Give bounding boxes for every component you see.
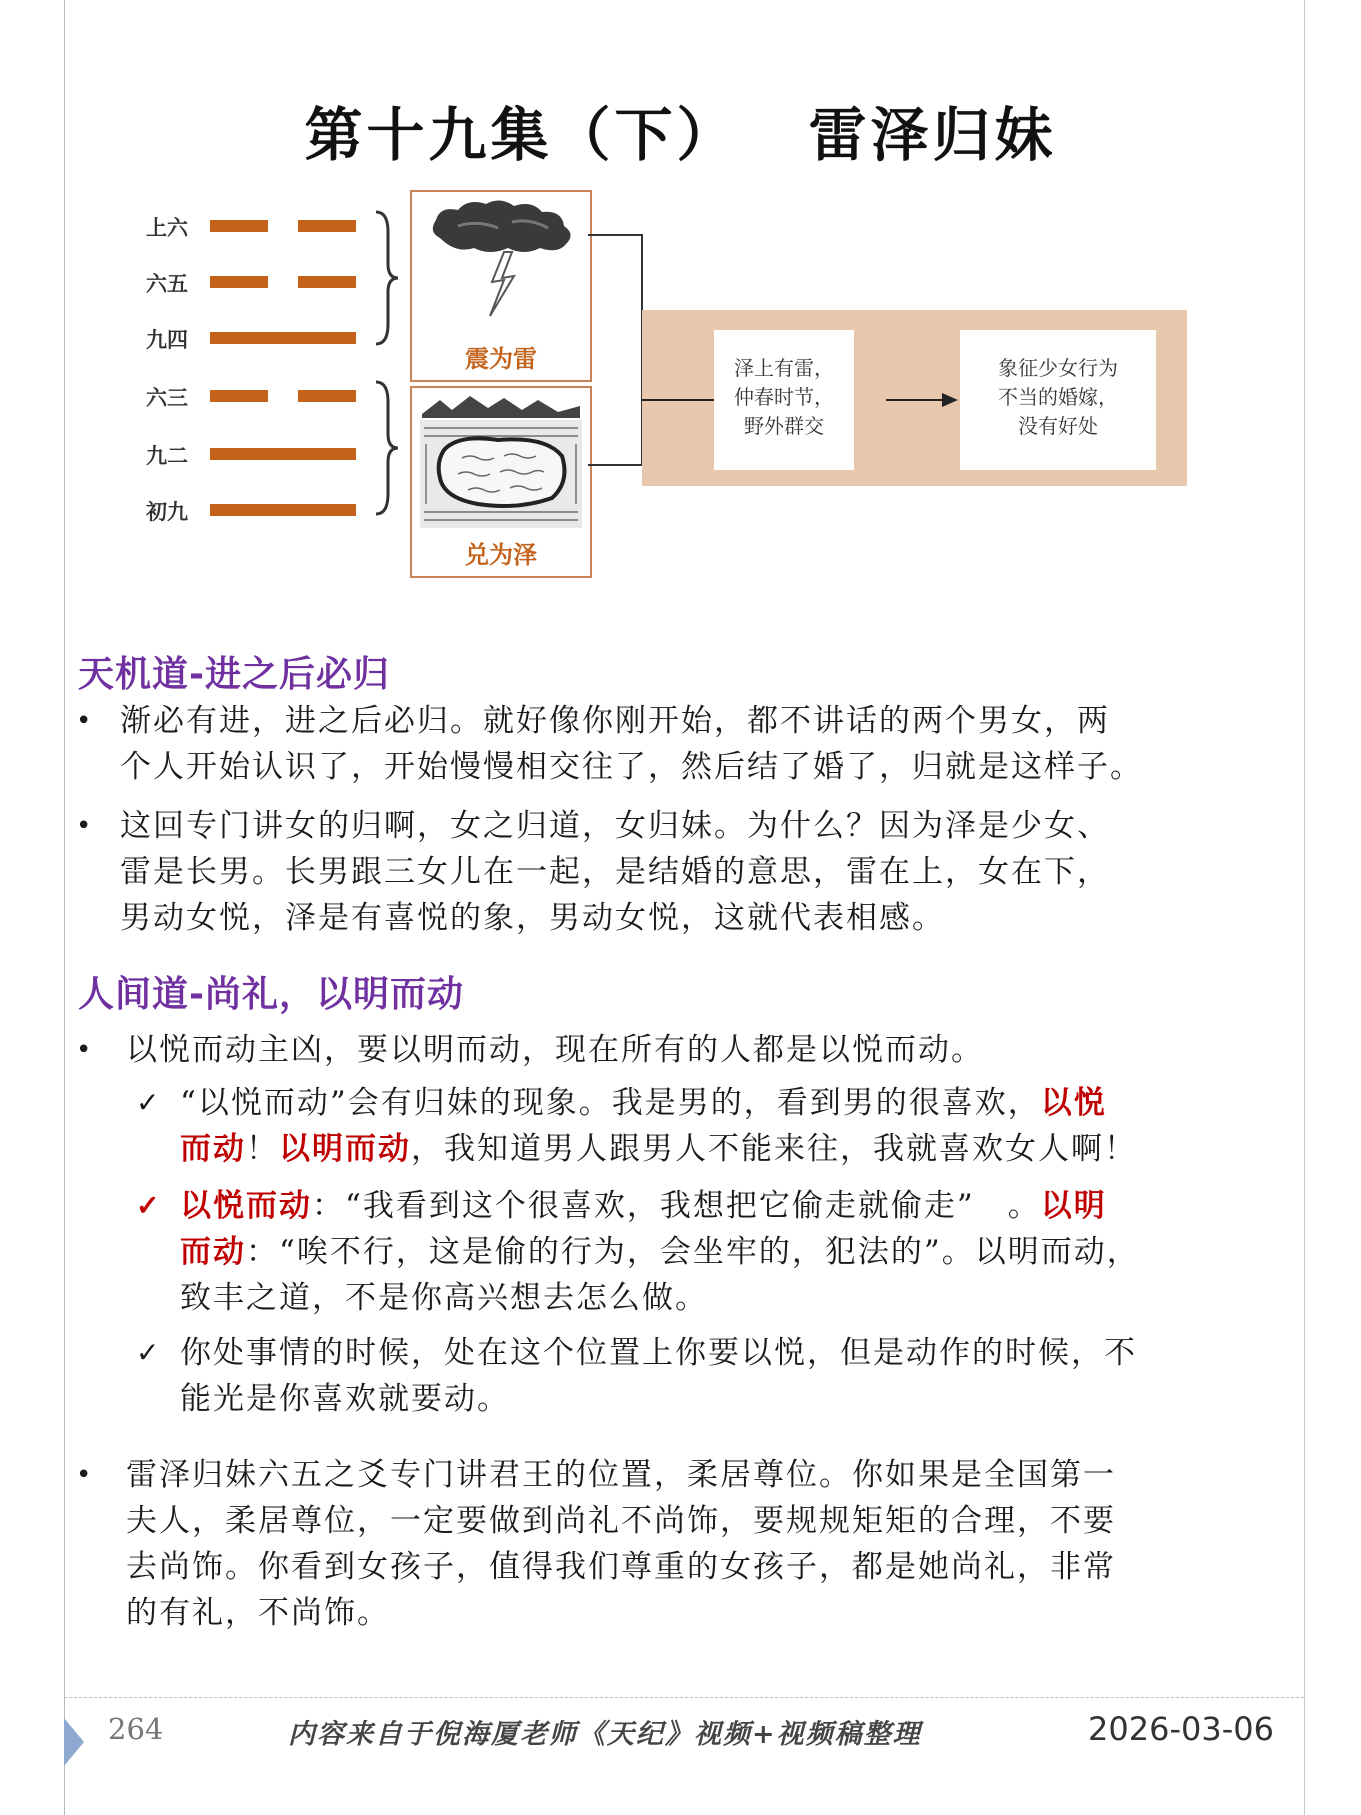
- yao-label-2: 六五: [146, 272, 188, 296]
- yao-line-top-right: [298, 220, 356, 232]
- meaning-box-1: [714, 330, 854, 470]
- box2-line-2: 不当的婚嫁，: [998, 385, 1118, 409]
- page-number: 264: [108, 1712, 164, 1746]
- bullet-dot: •: [76, 706, 92, 736]
- c2-text-a: ：“我看到这个很喜欢，我想把它偷走就偷走” 。: [312, 1188, 1041, 1224]
- bullet-dot: •: [76, 1460, 92, 1490]
- s1-bullet-1: [120, 698, 1143, 790]
- yao-line-4: [210, 332, 356, 344]
- page-frame-left: [64, 0, 65, 1815]
- s2-check-3: [180, 1330, 1137, 1422]
- arrow-to-box2-icon: [886, 390, 966, 410]
- footer-arrow-icon: [64, 1718, 84, 1766]
- yao-line-5-left: [210, 276, 268, 288]
- upper-trigram-box: [410, 190, 592, 382]
- lower-trigram-label: 兑为泽: [465, 541, 537, 569]
- yao-line-3-right: [298, 390, 356, 402]
- bullet-dot: •: [76, 811, 92, 841]
- page-frame-right: [1304, 0, 1305, 1815]
- title-part1: 第十九集（下）: [304, 101, 739, 169]
- yao-label-1: 上六: [146, 216, 188, 240]
- yao-line-3-left: [210, 390, 268, 402]
- lower-trigram-box: [410, 386, 592, 578]
- box2-line-1: 象征少女行为: [998, 356, 1118, 380]
- c2-text-c: 致丰之道，不是你高兴想去怎么做。: [180, 1280, 708, 1316]
- c1-text-b: ！: [246, 1131, 279, 1167]
- s2-b2-line-4: 的有礼，不尚饰。: [126, 1595, 390, 1631]
- s2-b2-line-2: 夫人，柔居尊位，一定要做到尚礼不尚饰，要规规矩矩的合理，不要: [126, 1503, 1116, 1539]
- s1-b2-line-3: 男动女悦，泽是有喜悦的象，男动女悦，这就代表相感。: [120, 900, 945, 936]
- c2-emphasis-3: 而动: [180, 1234, 246, 1270]
- c1-emphasis-2: 而动: [180, 1131, 246, 1167]
- yao-label-6: 初九: [146, 500, 188, 524]
- s2-bullet-2: [126, 1452, 1116, 1636]
- thunder-cloud-icon: [418, 198, 584, 334]
- checkmark-icon: ✓: [136, 1086, 160, 1119]
- box1-line-2: 仲春时节，: [734, 385, 834, 409]
- section-heading-renjiandao: 人间道-尚礼，以明而动: [78, 974, 464, 1015]
- lower-brace-icon: [372, 378, 402, 518]
- c3-line-1: 你处事情的时候，处在这个位置上你要以悦，但是动作的时候，不: [180, 1335, 1137, 1371]
- footer-divider: [64, 1697, 1304, 1698]
- s2-check-1: [180, 1080, 1137, 1172]
- bullet-dot: •: [76, 1035, 92, 1065]
- s2-bullet-1: 以悦而动主凶，要以明而动，现在所有的人都是以悦而动。: [126, 1032, 984, 1068]
- box1-line-1: 泽上有雷，: [734, 356, 834, 380]
- c1-text-c: ，我知道男人跟男人不能来往，我就喜欢女人啊！: [411, 1131, 1137, 1167]
- c2-emphasis-2: 以明: [1040, 1188, 1107, 1224]
- title-part2: 雷泽归妹: [808, 101, 1057, 169]
- meaning-box-2: [960, 330, 1156, 470]
- yao-line-2: [210, 448, 356, 460]
- c3-line-2: 能光是你喜欢就要动。: [180, 1381, 510, 1417]
- s2-b2-line-1: 雷泽归妹六五之爻专门讲君王的位置，柔居尊位。你如果是全国第一: [126, 1457, 1116, 1493]
- section-heading-tianjidao: 天机道-进之后必归: [78, 654, 390, 695]
- s2-check-2: [180, 1183, 1140, 1321]
- c1-text-a: “以悦而动”会有归妹的现象。我是男的，看到男的很喜欢，: [180, 1085, 1041, 1121]
- yao-line-5-right: [298, 276, 356, 288]
- yao-label-4: 六三: [146, 386, 188, 410]
- yao-label-5: 九二: [146, 444, 188, 468]
- s2-b2-line-3: 去尚饰。你看到女孩子，值得我们尊重的女孩子，都是她尚礼，非常: [126, 1549, 1116, 1585]
- c1-emphasis-1: 以悦: [1040, 1085, 1107, 1121]
- s1-b1-line-1: 渐必有进，进之后必归。就好像你刚开始，都不讲话的两个男女，两: [120, 703, 1110, 739]
- checkmark-red-icon: ✓: [136, 1189, 160, 1222]
- lake-marsh-icon: [418, 394, 584, 530]
- upper-brace-icon: [372, 208, 402, 348]
- s1-b2-line-1: 这回专门讲女的归啊，女之归道，女归妹。为什么？因为泽是少女、: [120, 808, 1110, 844]
- checkmark-icon: ✓: [136, 1336, 160, 1369]
- footer-source: 内容来自于倪海厦老师《天纪》视频+视频稿整理: [288, 1719, 922, 1750]
- page-title: [0, 88, 1361, 172]
- s1-bullet-2: [120, 803, 1110, 941]
- footer-date: 2026-03-06: [1088, 1710, 1274, 1748]
- yao-label-3: 九四: [146, 328, 188, 352]
- yao-line-1: [210, 504, 356, 516]
- hexagram-diagram: [130, 190, 1190, 610]
- upper-trigram-label: 震为雷: [465, 345, 537, 373]
- c1-emphasis-3: 以明而动: [279, 1131, 411, 1167]
- yao-line-top-left: [210, 220, 268, 232]
- s1-b2-line-2: 雷是长男。长男跟三女儿在一起，是结婚的意思，雷在上，女在下，: [120, 854, 1110, 890]
- c2-emphasis-1: 以悦而动: [180, 1188, 312, 1224]
- s1-b1-line-2: 个人开始认识了，开始慢慢相交往了，然后结了婚了，归就是这样子。: [120, 749, 1143, 785]
- box1-line-3: 野外群交: [744, 414, 824, 438]
- c2-text-b: ：“唉不行，这是偷的行为，会坐牢的，犯法的”。以明而动，: [246, 1234, 1140, 1270]
- box2-line-3: 没有好处: [1018, 414, 1098, 438]
